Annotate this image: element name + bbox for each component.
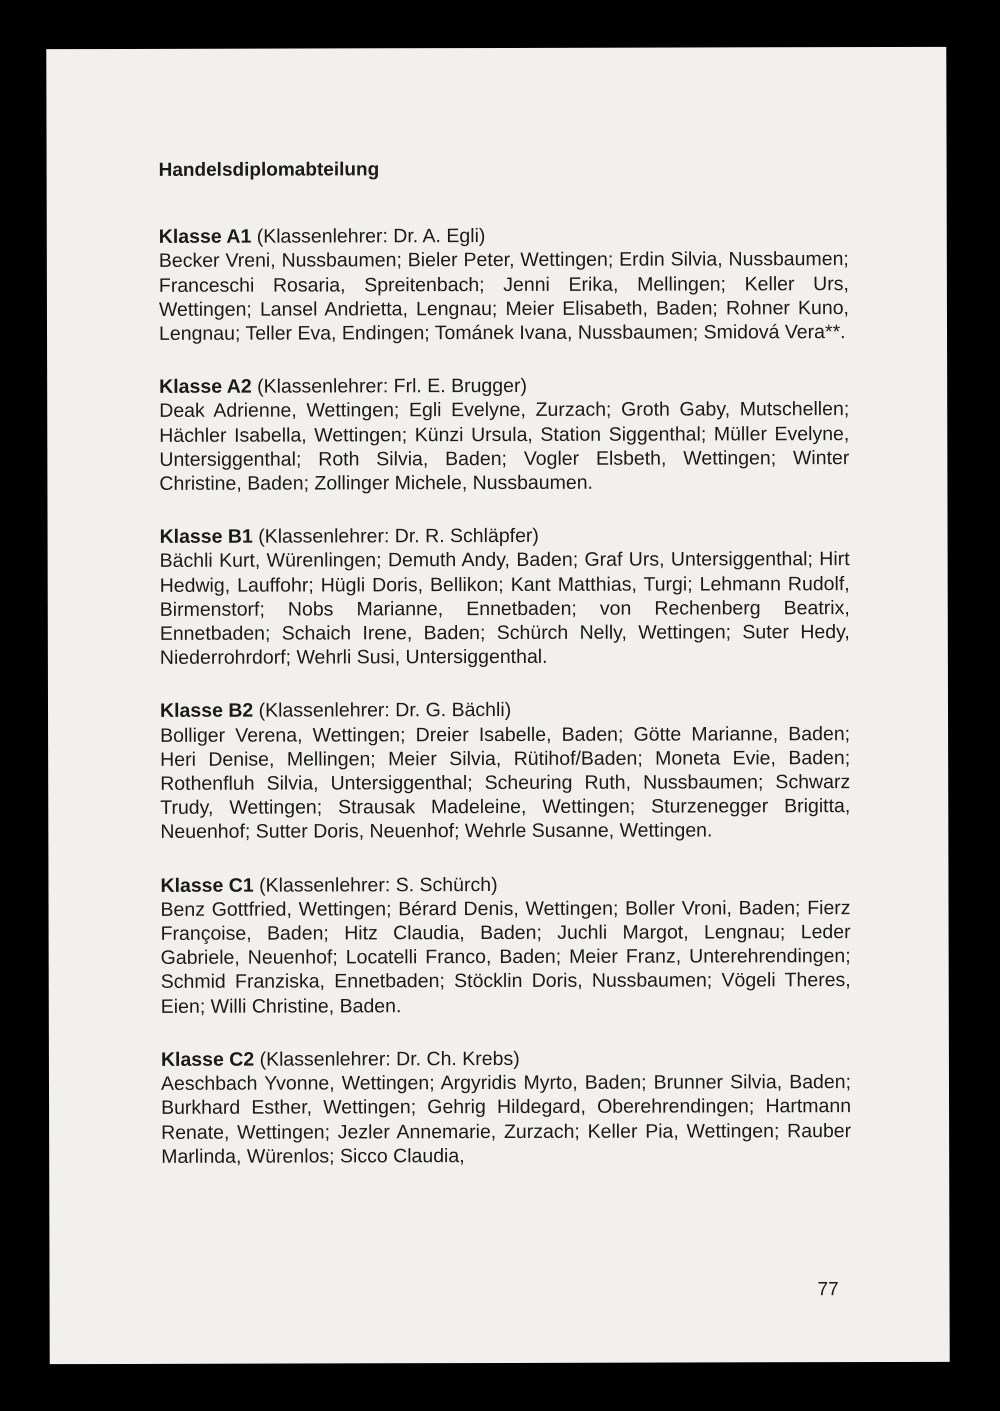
class-name: Klasse C1 <box>160 874 254 897</box>
class-teacher: (Klassenlehrer: S. Schürch) <box>259 873 498 897</box>
class-teacher: (Klassenlehrer: Dr. G. Bächli) <box>258 699 512 723</box>
student-list: Benz Gottfried, Wettingen; Bérard Denis, Wettingen; Boller Vroni, Baden; Fierz Françoise, Baden; Hitz Claudia, Baden; Juchli Margot, Lengnau; Leder Gabriele, Neuenhof; Locatelli Franco, Baden; Meier Franz, Unterehrendingen; Schmid Franziska, Ennetbaden; Stöcklin Doris, Nussbaumen; Vögeli Theres, Eien; Willi Christine, Baden. <box>160 896 851 1018</box>
class-block-c2 <box>161 1046 851 1169</box>
class-name: Klasse B2 <box>159 700 254 723</box>
class-header <box>161 1046 851 1072</box>
student-list: Aeschbach Yvonne, Wettingen; Argyridis Myrto, Baden; Brunner Silvia, Baden; Burkhard Esther, Wettingen; Gehrig Hildegard, Oberehrendingen; Hartmann Renate, Wettingen; Jezler Annemarie, Zurzach; Keller Pia, Wettingen; Rauber Marlinda, Würenlos; Sicco Claudia, <box>160 1071 852 1168</box>
class-header <box>160 523 850 549</box>
class-teacher: (Klassenlehrer: Dr. R. Schläpfer) <box>258 525 539 548</box>
class-block-a2 <box>159 373 849 496</box>
section-title: Handelsdiplomabteilung <box>158 159 380 181</box>
student-list: Becker Vreni, Nussbaumen; Bieler Peter, Wettingen; Erdin Silvia, Nussbaumen; Franceschi Rosaria, Spreitenbach; Jenni Erika, Mellingen; Keller Urs, Wettingen; Lansel Andrietta, Lengnau; Meier Elisabeth, Baden; Rohner Kuno, Lengnau; Teller Eva, Endingen; Tománek Ivana, Nussbaumen; Smidová Vera**. <box>158 248 849 345</box>
class-header <box>159 373 849 399</box>
class-block-b2 <box>160 698 850 845</box>
document-page <box>46 47 949 1364</box>
class-teacher: (Klassenlehrer: Frl. E. Brugger) <box>257 375 527 398</box>
class-block-a1 <box>159 223 849 346</box>
class-header <box>160 872 850 898</box>
class-name: Klasse A2 <box>159 375 252 399</box>
class-name: Klasse A1 <box>158 225 252 249</box>
page-content <box>159 157 852 1198</box>
class-teacher: (Klassenlehrer: Dr. Ch. Krebs) <box>259 1047 520 1071</box>
class-block-b1 <box>160 523 850 670</box>
student-list: Deak Adrienne, Wettingen; Egli Evelyne, Zurzach; Groth Gaby, Mutschellen; Hächler Isabella, Wettingen; Künzi Ursula, Station Siggenthal; Müller Evelyne, Untersiggenthal; Roth Silvia, Baden; Vogler Elsbeth, Wettingen; Winter Christine, Baden; Zollinger Michele, Nussbaumen. <box>159 398 850 495</box>
class-name: Klasse C2 <box>160 1048 255 1071</box>
student-list: Bolliger Verena, Wettingen; Dreier Isabelle, Baden; Götte Marianne, Baden; Heri Denise, Mellingen; Meier Silvia, Rütihof/Baden; Moneta Evie, Baden; Rothenfluh Silvia, Untersiggenthal; Scheuring Ruth, Nussbaumen; Schwarz Trudy, Wettingen; Strausak Madeleine, Wettingen; Sturzenegger Brigitta, Neuenhof; Sutter Doris, Neuenhof; Wehrle Susanne, Wettingen. <box>160 722 851 844</box>
student-list: Bächli Kurt, Würenlingen; Demuth Andy, Baden; Graf Urs, Untersiggenthal; Hirt Hedwig, Lauffohr; Hügli Doris, Bellikon; Kant Matthias, Turgi; Lehmann Rudolf, Birmenstorf; Nobs Marianne, Ennetbaden; von Rechenberg Beatrix, Ennetbaden; Schaich Irene, Baden; Schürch Nelly, Wettingen; Suter Hedy, Niederrohrdorf; Wehrli Susi, Untersiggenthal. <box>159 548 850 670</box>
class-header <box>160 698 850 724</box>
class-name: Klasse B1 <box>159 525 253 549</box>
class-block-c1 <box>160 872 850 1019</box>
class-header <box>159 223 849 249</box>
page-number: 77 <box>817 1279 839 1301</box>
class-teacher: (Klassenlehrer: Dr. A. Egli) <box>256 225 486 248</box>
